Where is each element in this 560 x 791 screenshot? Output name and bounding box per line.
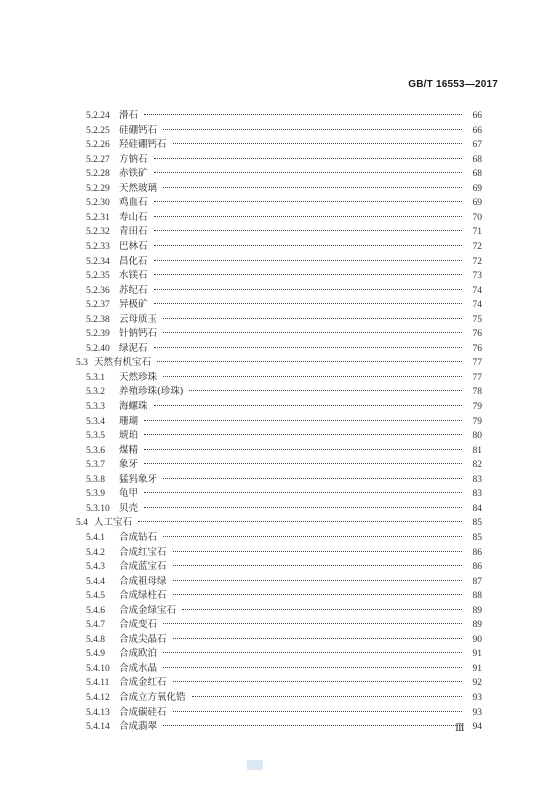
toc-entry-page: 79 [472,402,482,412]
toc-entry-page: 93 [472,707,482,718]
toc-entry-title: 天然玻璃 [119,182,158,194]
toc-entry[interactable] [86,322,482,340]
toc-dot-leader [182,599,462,613]
toc-entry-page: 82 [472,460,482,471]
toc-entry-title: 天然珍珠 [119,371,158,383]
toc-entry-title: 苏纪石 [119,284,148,296]
toc-entry-page: 85 [472,532,482,543]
toc-entry[interactable] [86,104,482,121]
toc-entry-number: 5.3.3 [86,402,105,412]
toc-dot-leader [163,526,462,540]
toc-entry-number: 5.4 [76,518,88,529]
standard-code-header: GB/T 16553—2017 [408,79,498,90]
toc-entry[interactable] [76,511,482,529]
toc-dot-leader [192,686,462,700]
toc-entry-number: 5.2.39 [86,329,110,340]
toc-entry-page: 83 [472,474,482,485]
toc-entry-page: 86 [472,562,482,573]
toc-entry-page: 92 [472,678,482,689]
toc-entry-number: 5.4.14 [86,722,110,733]
toc-entry[interactable] [86,337,482,354]
toc-entry-number: 5.2.34 [86,256,110,267]
toc-entry-number: 5.2.29 [86,183,110,194]
toc-entry-title: 云母质玉 [119,313,158,325]
toc-entry-page: 69 [472,183,482,194]
toc-entry[interactable] [86,584,482,602]
toc-entry-title: 鸡血石 [119,197,148,209]
toc-dot-leader [163,308,462,322]
toc-entry[interactable] [86,482,482,500]
toc-entry-page: 76 [472,343,482,354]
toc-entry-title: 合成欧泊 [119,648,158,660]
toc-entry-title: 合成红宝石 [119,546,167,558]
toc-entry-number: 5.4.10 [86,663,110,674]
toc-entry[interactable] [86,133,482,151]
toc-entry-title: 养殖珍珠(珍珠) [119,386,184,398]
toc-entry-page: 75 [472,314,482,325]
toc-entry-page: 72 [472,256,482,267]
toc-dot-leader [154,148,462,162]
toc-entry-page: 87 [472,576,482,587]
toc-entry-title: 巴林石 [119,240,148,252]
toc-entry[interactable] [86,235,482,252]
toc-entry[interactable] [86,715,482,733]
toc-entry-page: 94 [472,722,482,733]
toc-entry-title: 龟甲 [119,488,139,500]
toc-entry[interactable] [86,497,482,514]
toc-entry[interactable] [86,308,482,325]
toc-entry-title: 合成立方氧化锆 [119,692,186,703]
toc-entry-title: 天然有机宝石 [94,357,152,369]
toc-entry-number: 5.4.9 [86,649,105,660]
toc-entry-title: 猛犸象牙 [119,473,158,485]
toc-entry-number: 5.3.5 [86,431,105,442]
toc-entry-number: 5.2.31 [86,212,110,223]
toc-dot-leader [173,555,462,569]
toc-entry[interactable] [86,148,482,165]
toc-dot-leader [163,642,462,656]
toc-entry-page: 77 [472,358,482,369]
toc-entry-title: 赤铁矿 [119,168,148,180]
toc-entry-number: 5.4.1 [86,532,105,543]
toc-entry-number: 5.4.11 [86,678,110,689]
toc-entry[interactable] [86,220,482,238]
toc-dot-leader [154,162,462,176]
toc-entry-number: 5.2.26 [86,140,110,151]
toc-entry-title: 寿山石 [119,211,148,223]
toc-entry-page: 93 [472,693,482,703]
toc-entry[interactable] [86,671,482,689]
toc-entry-number: 5.3.7 [86,460,105,471]
toc-dot-leader [173,671,462,685]
toc-entry[interactable] [86,410,482,427]
toc-entry-number: 5.4.7 [86,620,105,631]
toc-entry[interactable] [86,628,482,645]
toc-dot-leader [144,482,462,496]
toc-dot-leader [154,191,462,205]
toc-entry-number: 5.3.6 [86,445,105,456]
toc-entry[interactable] [86,177,482,194]
toc-dot-leader [163,366,462,380]
toc-entry[interactable] [86,526,482,543]
toc-entry-number: 5.3.2 [86,387,105,398]
toc-entry-title: 煤精 [119,444,139,456]
toc-entry-page: 83 [472,489,482,500]
toc-entry-title: 滑石 [119,110,139,121]
toc-entry-title: 合成金红石 [119,677,167,689]
toc-entry[interactable] [86,570,482,587]
toc-entry-number: 5.3 [76,358,88,369]
toc-entry[interactable] [86,293,482,311]
toc-entry-page: 73 [472,271,482,282]
toc-entry-title: 合成水晶 [119,662,158,674]
toc-entry[interactable] [86,613,482,631]
toc-dot-leader [163,657,462,671]
toc-entry-page: 78 [472,387,482,398]
toc-dot-leader [163,613,462,627]
toc-dot-leader [163,715,462,729]
toc-entry-page: 70 [472,212,482,223]
toc-entry-number: 5.2.35 [86,271,110,282]
toc-entry[interactable] [86,701,482,718]
toc-dot-leader [189,380,462,394]
toc-dot-leader [144,410,462,424]
toc-entry-page: 76 [472,329,482,340]
toc-entry-number: 5.2.24 [86,111,110,121]
toc-entry[interactable] [86,453,482,471]
toc-entry-number: 5.4.2 [86,547,105,558]
toc-entry-title: 象牙 [119,459,139,471]
toc-dot-leader [144,497,462,511]
toc-entry-number: 5.4.12 [86,693,110,703]
toc-entry-number: 5.2.28 [86,169,110,180]
toc-entry-title: 针钠钙石 [119,328,158,340]
toc-entry-title: 海螺珠 [119,401,148,412]
toc-entry-number: 5.2.32 [86,227,110,238]
toc-entry-title: 珊瑚 [119,415,139,427]
footer-page-number: Ⅲ [455,723,465,734]
toc-entry-title: 合成绿柱石 [119,590,167,602]
toc-entry-title: 合成翡翠 [119,721,158,733]
toc-entry-page: 84 [472,503,482,514]
toc-dot-leader [173,570,462,584]
toc-entry[interactable] [86,162,482,180]
toc-entry[interactable] [86,250,482,267]
toc-entry[interactable] [86,599,482,616]
toc-entry[interactable] [86,642,482,660]
toc-entry-number: 5.4.5 [86,591,105,602]
toc-entry-title: 昌化石 [119,255,148,267]
toc-entry[interactable] [86,555,482,573]
toc-dot-leader [173,584,462,598]
toc-entry-page: 74 [472,300,482,311]
toc-entry-number: 5.4.13 [86,707,110,718]
toc-entry[interactable] [86,395,482,412]
toc-entry-number: 5.3.4 [86,416,105,427]
toc-entry-number: 5.2.38 [86,314,110,325]
toc-dot-leader [163,177,462,191]
toc-entry-title: 人工宝石 [94,517,133,529]
toc-entry-number: 5.4.4 [86,576,105,587]
toc-entry[interactable] [86,206,482,223]
toc-entry-page: 68 [472,154,482,165]
toc-entry-number: 5.2.25 [86,125,110,136]
toc-entry-title: 合成变石 [119,619,158,631]
toc-entry-page: 72 [472,241,482,252]
toc-entry[interactable] [76,351,482,369]
toc-dot-leader [144,424,462,438]
toc-dot-leader [163,468,462,482]
toc-entry-page: 88 [472,591,482,602]
toc-dot-leader [144,439,462,453]
toc-dot-leader [154,279,462,293]
watermark-mark [247,760,263,770]
toc-entry-title: 水镁石 [119,270,148,282]
toc-entry-title: 硅硼钙石 [119,124,158,136]
toc-entry[interactable] [86,657,482,674]
toc-entry-page: 66 [472,125,482,136]
toc-entry-page: 69 [472,198,482,209]
toc-entry-page: 85 [472,518,482,529]
toc-entry[interactable] [86,191,482,209]
toc-entry[interactable] [86,119,482,136]
toc-entry-number: 5.2.30 [86,198,110,209]
toc-entry-title: 琥珀 [119,430,139,442]
toc-entry[interactable] [86,468,482,485]
toc-entry[interactable] [86,439,482,456]
toc-entry-page: 86 [472,547,482,558]
toc-dot-leader [154,337,462,351]
toc-entry-page: 89 [472,620,482,631]
toc-entry-page: 79 [472,416,482,427]
toc-entry-page: 91 [472,649,482,660]
toc-dot-leader [154,395,462,409]
toc-dot-leader [157,351,462,365]
toc-entry-page: 66 [472,111,482,121]
toc-entry-number: 5.4.3 [86,562,105,573]
toc-dot-leader [154,293,462,307]
toc-entry[interactable] [86,541,482,558]
toc-entry-number: 5.4.6 [86,605,105,616]
toc-dot-leader [173,133,462,147]
toc-entry-number: 5.2.36 [86,285,110,296]
toc-entry-page: 91 [472,663,482,674]
toc-entry-title: 合成金绿宝石 [119,604,177,616]
toc-dot-leader [154,264,462,278]
toc-entry-number: 5.2.27 [86,154,110,165]
toc-entry[interactable] [86,424,482,442]
toc-entry-page: 74 [472,285,482,296]
toc-entry-page: 81 [472,445,482,456]
toc-dot-leader [154,220,462,234]
toc-entry-title: 合成祖母绿 [119,575,167,587]
toc-entry-title: 贝壳 [119,502,139,514]
toc-dot-leader [163,119,462,133]
toc-entry[interactable] [86,264,482,282]
toc-entry-number: 5.2.33 [86,241,110,252]
toc-entry-title: 方钠石 [119,153,148,165]
toc-dot-leader [154,235,462,249]
toc-entry-number: 5.3.8 [86,474,105,485]
toc-entry-page: 68 [472,169,482,180]
toc-entry-title: 异极矿 [119,299,148,311]
toc-entry-number: 5.3.10 [86,503,110,514]
toc-entry-number: 5.2.37 [86,300,110,311]
toc-entry-page: 67 [472,140,482,151]
toc-entry-page: 80 [472,431,482,442]
toc-dot-leader [163,322,462,336]
toc-entry-title: 合成蓝宝石 [119,561,167,573]
toc-entry-title: 合成钻石 [119,531,158,543]
toc-entry-title: 青田石 [119,226,148,238]
toc-dot-leader [144,104,462,118]
toc-entry-title: 合成碳硅石 [119,706,167,718]
toc-entry-title: 羟硅硼钙石 [119,139,167,151]
toc-dot-leader [138,511,462,525]
toc-entry-number: 5.3.9 [86,489,105,500]
toc-entry[interactable] [86,380,482,398]
toc-entry-title: 合成尖晶石 [119,633,167,645]
toc-dot-leader [144,453,462,467]
toc-entry-number: 5.3.1 [86,372,105,383]
toc-entry-page: 77 [472,372,482,383]
toc-entry-number: 5.2.40 [86,343,110,354]
toc-dot-leader [173,541,462,555]
toc-entry-page: 71 [472,227,482,238]
toc-dot-leader [154,250,462,264]
toc-entry[interactable] [86,366,482,383]
toc-entry[interactable] [86,686,482,703]
toc-dot-leader [173,701,462,715]
toc-dot-leader [154,206,462,220]
toc-entry-page: 89 [472,605,482,616]
toc-entry-title: 绿泥石 [119,342,148,354]
toc-entry-number: 5.4.8 [86,634,105,645]
toc-entry-page: 90 [472,634,482,645]
toc-entry[interactable] [86,279,482,296]
toc-dot-leader [173,628,462,642]
